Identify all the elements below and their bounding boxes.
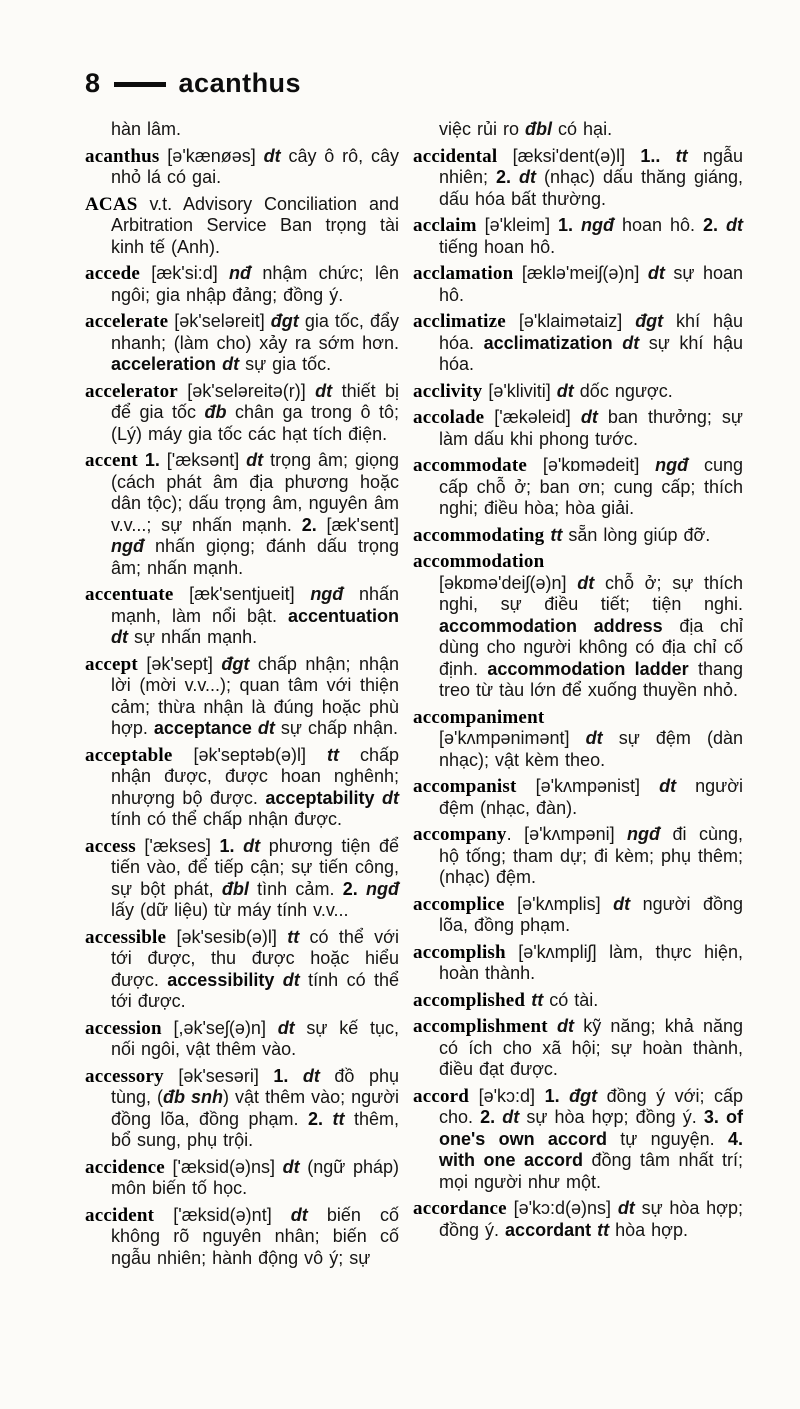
definition-text: khí hậu hóa. xyxy=(439,311,743,353)
headword: accept xyxy=(85,653,138,675)
definition-text: sự chấp nhận. xyxy=(274,718,399,738)
bold-subentry: 1. xyxy=(544,1085,560,1106)
definition-text: [ə'kleim] xyxy=(476,215,559,235)
definition-text: . [ə'kʌmpəni] xyxy=(506,824,628,844)
pos-label: dt xyxy=(243,835,261,856)
headword: accomplish xyxy=(413,941,506,963)
entry-acanthus xyxy=(85,146,399,189)
definition-text: thiết bị để gia tốc xyxy=(111,380,399,422)
bold-subentry: 2. xyxy=(301,514,317,535)
definition-text: ['ækəleid] xyxy=(484,407,581,427)
definition-text xyxy=(613,333,623,353)
definition-text: [æk'sent] xyxy=(316,514,399,535)
headword: accession xyxy=(85,1017,162,1039)
headword: acclaim xyxy=(413,215,477,236)
entry-han-lam-continuation xyxy=(85,119,399,141)
bold-subentry: 3. of one's own accord xyxy=(439,1107,743,1149)
bold-subentry: accommodation address xyxy=(439,615,663,636)
pos-label: dt xyxy=(659,776,677,796)
entry-accentuate xyxy=(85,584,399,649)
definition-text: đồng tâm nhất trí; mọi người như một. xyxy=(439,1150,743,1192)
definition-text: [ək'sept] xyxy=(137,653,222,674)
entry-accomplice xyxy=(413,894,743,937)
definition-text: có thể với tới được, thu được hoặc hiểu được. xyxy=(111,926,399,990)
pos-label: dt xyxy=(577,572,595,593)
headword: accordance xyxy=(413,1198,507,1219)
pos-label: dt xyxy=(302,1065,320,1086)
entry-accent xyxy=(85,450,399,579)
definition-text: [ək'sesəri] xyxy=(163,1065,274,1086)
entry-accelerate xyxy=(85,311,399,376)
definition-text xyxy=(573,215,581,235)
pos-label: ngđ xyxy=(627,824,661,844)
headword: accidental xyxy=(413,145,498,167)
definition-text: phương tiện để tiến vào, để tiếp cận; sự tiến công, sự bột phát, xyxy=(111,835,399,899)
definition-text: cây ô rô, cây nhỏ lá có gai. xyxy=(111,145,399,187)
headword: accompanist xyxy=(413,776,517,797)
entry-accompaniment xyxy=(413,707,743,772)
pos-label: tt xyxy=(597,1219,610,1240)
bold-subentry: acclimatization xyxy=(483,332,613,353)
entry-accidental xyxy=(413,146,743,211)
headword: accomplishment xyxy=(413,1016,548,1037)
definition-text xyxy=(560,1086,570,1106)
definition-text xyxy=(511,167,519,187)
headword: acceptable xyxy=(85,744,173,766)
bold-subentry: 1. xyxy=(558,215,574,235)
definition-text: gia tốc, đẩy nhanh; (làm cho) xảy ra sớm hơn. xyxy=(111,311,399,353)
bold-subentry: 2. xyxy=(480,1107,496,1127)
definition-text: ban thưởng; sự làm dấu khi phong tước. xyxy=(439,407,743,449)
pos-label: tt xyxy=(287,926,300,947)
pos-label: tt xyxy=(550,524,563,545)
definition-text: ['æksid(ə)ns] xyxy=(164,1156,283,1177)
pos-label: đbl xyxy=(525,119,553,139)
headword: accidence xyxy=(85,1156,165,1178)
definition-text: [ə'kʌmpənist] xyxy=(516,776,660,796)
definition-text: ['æksənt] xyxy=(159,450,247,470)
definition-text: sự kế tục, nối ngôi, vật thêm vào. xyxy=(111,1017,399,1059)
bold-subentry: accommodation ladder xyxy=(487,658,689,679)
headword: accident xyxy=(85,1204,155,1226)
pos-label: ngđ xyxy=(310,584,344,604)
definition-text: sự đệm (dàn nhạc); vật kèm theo. xyxy=(439,728,743,770)
definition-text: ngẫu nhiên; xyxy=(439,145,743,187)
entry-accidence xyxy=(85,1157,399,1200)
definition-text: hoan hô. xyxy=(614,215,703,235)
entry-accommodating xyxy=(413,525,743,547)
entry-acclaim xyxy=(413,215,743,258)
entry-acclamation xyxy=(413,263,743,306)
entry-accordance xyxy=(413,1198,743,1241)
headword: access xyxy=(85,835,136,857)
definition-text: sự gia tốc. xyxy=(239,354,332,374)
headword: accolade xyxy=(413,407,485,428)
definition-text: [ə'klaimətaiz] xyxy=(505,311,636,331)
definition-text xyxy=(718,215,726,235)
pos-label: dt xyxy=(519,167,536,187)
headword: accomplished xyxy=(413,989,526,1011)
entry-access xyxy=(85,836,399,922)
entry-accord xyxy=(413,1086,743,1194)
bold-subentry: 1. xyxy=(219,835,235,856)
pos-label: dt xyxy=(613,893,631,914)
headword: accelerate xyxy=(85,311,169,332)
definition-text xyxy=(235,836,244,856)
bold-subentry: 2. xyxy=(703,215,719,235)
definition-text: [æk'si:d] xyxy=(140,263,230,283)
definition-text: đi cùng, hộ tống; tham dự; đi kèm; phụ thêm; (nhạc) đệm. xyxy=(439,824,744,887)
pos-label: dt xyxy=(585,728,603,748)
definition-text xyxy=(660,146,675,166)
headword: acanthus xyxy=(85,145,160,167)
headword: accede xyxy=(85,263,140,284)
pos-label: tt xyxy=(332,1108,345,1129)
header-dash-rule xyxy=(114,82,166,87)
entry-accomplishment xyxy=(413,1016,743,1081)
entry-accede xyxy=(85,263,399,306)
pos-label: dt xyxy=(502,1107,520,1127)
definition-text: biến cố không rõ nguyên nhân; biến cố ngẫu nhiên; hành động vô ý; sự xyxy=(111,1204,399,1268)
pos-label: dt xyxy=(282,969,300,990)
bold-subentry: acceptance xyxy=(153,718,252,738)
definition-text xyxy=(288,1066,303,1086)
left-column xyxy=(85,119,399,1274)
entry-accessory xyxy=(85,1066,399,1152)
definition-text: [æk'sentjueit] xyxy=(173,584,311,604)
pos-label: dt xyxy=(556,380,574,401)
definition-text xyxy=(274,970,282,990)
definition-text: trọng âm; giọng (cách phát âm địa phương hoặc dân tộc); dấu trọng âm, nguyên âm v.v...; sự nhấn mạnh. xyxy=(111,450,399,535)
bold-subentry: 2. xyxy=(308,1108,324,1129)
definition-text: người đệm (nhạc, đàn). xyxy=(439,776,744,818)
entry-acceptable xyxy=(85,745,399,831)
definition-text: nhấn mạnh, làm nổi bật. xyxy=(111,584,399,626)
entry-accommodation xyxy=(413,551,743,702)
definition-text: chấp nhận được, được hoan nghênh; nhượng bộ được. xyxy=(111,744,399,808)
pos-label: đbl xyxy=(221,878,249,899)
headword: accomplice xyxy=(413,893,505,915)
definition-text: người đồng lõa, đồng phạm. xyxy=(439,893,743,935)
headword: accessible xyxy=(85,926,167,948)
pos-label: dt xyxy=(263,145,281,166)
pos-label: dt xyxy=(617,1198,635,1218)
definition-text: [ə'kɔ:d] xyxy=(469,1085,545,1106)
definition-text: [æklə'meiʃ(ə)n] xyxy=(513,263,648,283)
definition-text: [ə'kliviti] xyxy=(482,380,557,401)
definition-text xyxy=(323,1109,332,1129)
pos-label: dt xyxy=(257,718,275,738)
definition-text: [ək'seləreitə(r)] xyxy=(177,380,316,401)
pos-label: ngđ xyxy=(365,878,399,899)
definition-text: [ə'kʌmpənimənt] xyxy=(439,728,586,748)
definition-text: ['ækses] xyxy=(135,835,220,856)
pos-label: nđ xyxy=(229,263,252,283)
entry-accessible xyxy=(85,927,399,1013)
pos-label: dt xyxy=(290,1204,308,1225)
pos-label: dt xyxy=(647,263,665,283)
definition-text: [æksi'dent(ə)l] xyxy=(497,145,641,166)
bold-subentry: 2. xyxy=(342,878,358,899)
pos-label: dt xyxy=(111,627,128,647)
definition-text: [ək'sesib(ə)l] xyxy=(166,926,288,947)
pos-label: dt xyxy=(725,215,743,235)
bold-subentry: 1. xyxy=(144,450,160,470)
pos-label: dt xyxy=(246,450,264,470)
headword: accord xyxy=(413,1085,470,1107)
bold-subentry: 4. with one accord xyxy=(439,1128,743,1170)
headword: accompany xyxy=(413,824,507,845)
pos-label: ngđ xyxy=(111,536,144,556)
pos-label: dt xyxy=(580,407,598,427)
pos-label: dt xyxy=(282,1156,300,1177)
definition-text: sự hòa hợp; đồng ý. xyxy=(439,1198,743,1240)
pos-label: dt xyxy=(315,380,333,401)
definition-text: thang treo từ tàu lớn để xuống thuyền nhỏ. xyxy=(439,658,744,700)
pos-label: đb snh xyxy=(163,1087,224,1107)
definition-text: tự nguyện. xyxy=(606,1128,728,1149)
definition-text: chỗ ở; sự thích nghi, sự điều tiết; tiện nghi. xyxy=(439,572,743,614)
bold-subentry: accessibility xyxy=(167,969,275,990)
bold-subentry: accentuation xyxy=(287,605,399,626)
entry-accompanist xyxy=(413,776,743,819)
entry-accident-continuation xyxy=(413,119,743,141)
definition-text: sự khí hậu hóa. xyxy=(439,332,743,374)
entry-acclimatize xyxy=(413,311,743,376)
definition-text: đồng ý với; cấp cho. xyxy=(439,1085,743,1127)
dictionary-columns xyxy=(85,119,800,1274)
definition-text: tính có thể tới được. xyxy=(111,969,399,1011)
headword: accommodate xyxy=(413,455,528,476)
definition-text: [,ək'seʃ(ə)n] xyxy=(161,1017,278,1038)
definition-text: có hại. xyxy=(552,119,613,139)
definition-text xyxy=(548,1016,557,1036)
definition-text: tiếng hoan hô. xyxy=(439,236,556,257)
definition-text: ) vật thêm vào; người đồng lõa, đồng phạm. xyxy=(111,1087,399,1129)
definition-text: sự nhấn mạnh. xyxy=(128,627,258,647)
headword: accompaniment xyxy=(413,706,545,728)
definition-text: [ə'kʌmplis] xyxy=(504,893,614,914)
pos-label: dt xyxy=(622,332,640,353)
headword: ACAS xyxy=(85,193,138,215)
definition-text: việc rủi ro xyxy=(439,119,526,139)
pos-label: ngđ xyxy=(655,455,689,475)
pos-label: đgt xyxy=(635,311,664,331)
pos-label: ngđ xyxy=(581,215,615,235)
page-header xyxy=(85,68,800,99)
definition-text: [ə'kʌmpliʃ] làm, thực hiện, hoàn thành. xyxy=(439,941,743,983)
pos-label: đgt xyxy=(221,653,250,674)
definition-text: [ə'kɔ:d(ə)ns] xyxy=(506,1198,618,1218)
definition-text xyxy=(374,788,382,808)
page-number: 8 xyxy=(85,68,101,98)
definition-text xyxy=(358,879,366,899)
entry-accolade xyxy=(413,407,743,450)
definition-text: dốc ngược. xyxy=(573,380,673,401)
bold-subentry: acceleration xyxy=(111,354,217,374)
definition-text: (ngữ pháp) môn biến tố học. xyxy=(111,1156,399,1198)
definition-text: nhấn giọng; đánh dấu trọng âm; nhấn mạnh. xyxy=(111,536,399,578)
definition-text: có tài. xyxy=(543,989,599,1010)
entry-accomplished xyxy=(413,990,743,1012)
entry-accelerator xyxy=(85,381,399,446)
definition-text: đồ phụ tùng, ( xyxy=(111,1065,399,1107)
entry-accident xyxy=(85,1205,399,1270)
pos-label: đgt xyxy=(270,311,299,331)
definition-text: nhậm chức; lên ngôi; gia nhập đảng; đồng ý. xyxy=(111,263,399,305)
bold-subentry: accordant xyxy=(505,1219,592,1240)
headword: acclamation xyxy=(413,263,514,284)
entry-accommodate xyxy=(413,455,743,520)
headword: accessory xyxy=(85,1065,164,1087)
headword: accommodation xyxy=(413,551,545,572)
bold-subentry: 1. xyxy=(273,1065,289,1086)
definition-text: chân ga trong ô tô; (Lý) máy gia tốc các hạt tích điện. xyxy=(111,402,400,444)
headword: accelerator xyxy=(85,380,178,402)
pos-label: tt xyxy=(531,989,544,1010)
pos-label: dt xyxy=(277,1017,295,1038)
headword: accommodating xyxy=(413,524,545,546)
entry-accomplish xyxy=(413,942,743,985)
definition-text: (nhạc) dấu thăng giáng, dấu hóa bất thường. xyxy=(439,167,743,209)
pos-label: dt xyxy=(222,354,240,374)
definition-text: địa chỉ dùng cho người không có địa chỉ cố định. xyxy=(439,615,743,679)
definition-text: kỹ năng; khả năng có ích cho xã hội; sự hoàn thành, điều đạt được. xyxy=(439,1016,743,1079)
definition-text: sự hoan hô. xyxy=(439,263,743,305)
definition-text: [ə'kænøəs] xyxy=(159,145,264,166)
entry-accompany xyxy=(413,824,743,889)
pos-label: đgt xyxy=(569,1085,598,1106)
pos-label: đb xyxy=(204,402,227,422)
definition-text xyxy=(138,450,145,470)
definition-text: tính có thể chấp nhận được. xyxy=(111,809,343,829)
definition-text: hàn lâm. xyxy=(111,119,182,139)
headword: accentuate xyxy=(85,584,174,605)
definition-text: hòa hợp. xyxy=(609,1219,688,1240)
definition-text: [ə'kɒmədeit] xyxy=(527,455,656,475)
pos-label: tt xyxy=(675,145,688,166)
definition-text: thêm, bổ sung, phụ trội. xyxy=(111,1108,399,1150)
pos-label: tt xyxy=(326,744,339,765)
definition-text: chấp nhận; nhận lời (mời v.v...); quan tâm với thiện cảm; thừa nhận là đúng hoặc phù hợp. xyxy=(111,653,399,738)
pos-label: dt xyxy=(382,787,399,808)
definition-text: [əkɒmə'deiʃ(ə)n] xyxy=(439,572,578,593)
definition-text: lấy (dữ liệu) từ máy tính v.v... xyxy=(111,900,349,920)
headword: acclimatize xyxy=(413,311,506,332)
definition-text: ['æksid(ə)nt] xyxy=(154,1204,291,1225)
pos-label: dt xyxy=(556,1016,574,1036)
bold-subentry: 1.. xyxy=(640,145,661,166)
entry-ACAS xyxy=(85,194,399,259)
definition-text: tình cảm. xyxy=(248,878,343,899)
definition-text: [ək'septəb(ə)l] xyxy=(172,744,327,765)
bold-subentry: acceptability xyxy=(265,787,375,808)
entry-accession xyxy=(85,1018,399,1061)
headword: accent xyxy=(85,450,138,471)
bold-subentry: 2. xyxy=(496,167,512,187)
definition-text: sẵn lòng giúp đỡ. xyxy=(562,524,711,545)
guide-word: acanthus xyxy=(178,68,302,98)
headword: acclivity xyxy=(413,380,483,402)
definition-text: sự hòa hợp; đồng ý. xyxy=(519,1107,704,1127)
definition-text: [ək'seləreit] xyxy=(168,311,271,331)
right-column xyxy=(413,119,743,1274)
definition-text: cung cấp chỗ ở; ban ơn; cung cấp; thích nghi; điều hòa; hòa giải. xyxy=(439,455,743,518)
entry-accept xyxy=(85,654,399,740)
definition-text: v.t. Advisory Conciliation and Arbitration Service Ban trọng tài kinh tế (Anh). xyxy=(111,193,399,257)
entry-acclivity xyxy=(413,381,743,403)
